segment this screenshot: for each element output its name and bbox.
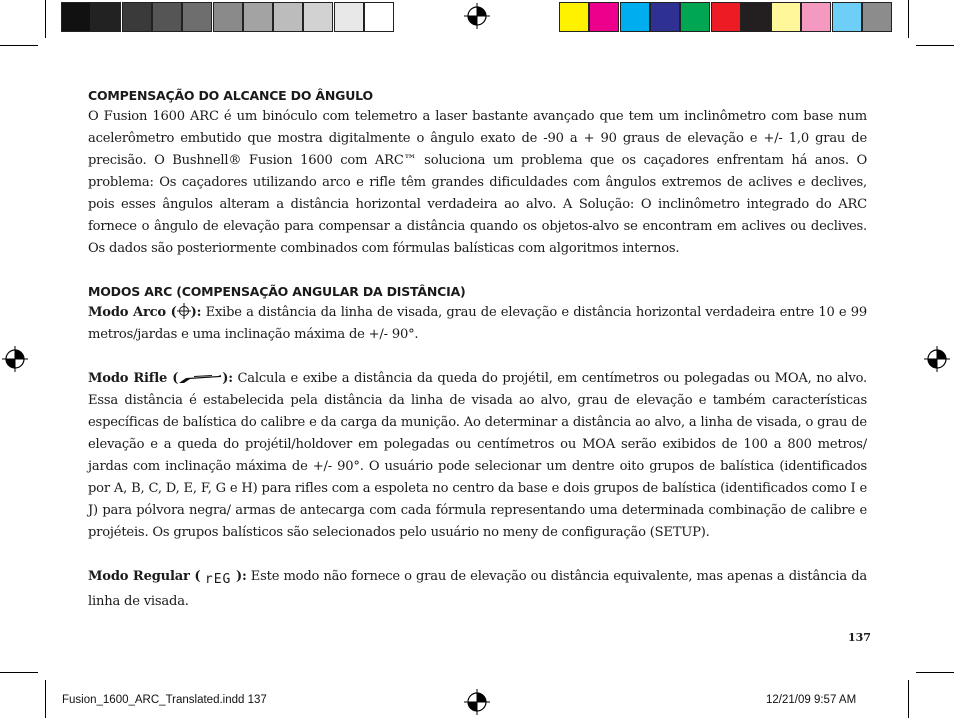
crop-mark — [0, 672, 38, 673]
color-swatch — [213, 2, 243, 32]
section-heading-arc-modes: MODOS ARC (COMPENSAÇÃO ANGULAR DA DISTÂNCIA) — [88, 284, 466, 299]
color-swatch — [771, 2, 801, 32]
paragraph-arco-mode: Modo Arco ( ): Exibe a distância da linha de visada, grau de elevação e distância horizontal verdadeira entre 10 e 99 metros/jardas e uma inclinação máxima de +/- 90°. — [88, 305, 868, 342]
color-swatch — [364, 2, 394, 32]
crop-mark — [0, 45, 38, 46]
color-swatch — [182, 2, 212, 32]
color-swatch — [303, 2, 333, 32]
color-swatch — [559, 2, 589, 32]
crop-mark — [908, 0, 909, 38]
color-swatch — [152, 2, 182, 32]
arco-mode-label: Modo Arco — [88, 305, 166, 320]
reg-display-glyph-icon: rEG — [204, 572, 232, 587]
regular-mode-label: Modo Regular — [88, 569, 190, 584]
slug-file-name: Fusion_1600_ARC_Translated.indd 137 — [62, 694, 267, 706]
paragraph-rifle-mode: Modo Rifle ( ): Calcula e exibe a distância da queda do projétil, em centímetros ou polegadas ou MOA, no alvo. Essa distância é estabelecida pela distância da linha de visada ao alvo, grau de elevação e também características específicas de balística do calibre e da carga da munição. Ao determinar a distância ao alvo, a linha de visada, o grau de elevação e a queda do projétil/holdover em polegadas ou centímetros ou MOA serão exibidos de 100 a 800 metros/ jardas com inclinação máxima de +/- 90°. O usuário pode selecionar um dentre oito grupos de balística (identificados por A, B, C, D, E, F, G e H) para rifles com a espoleta no centro da base e dois grupos de balística (identificados como I e J) para pólvora negra/ armas de antecarga com cada fórmula representando uma determinada combinação de calibre e projéteis. Os grupos balísticos são selecionados pelo usuário no meny de configuração (SETUP). — [88, 371, 868, 540]
color-swatch — [741, 2, 771, 32]
registration-mark-icon — [2, 346, 28, 372]
page-number: 137 — [848, 631, 871, 644]
color-swatch — [862, 2, 892, 32]
color-swatch — [620, 2, 650, 32]
rifle-mode-label: Modo Rifle — [88, 371, 168, 386]
color-swatch — [589, 2, 619, 32]
color-swatch — [273, 2, 303, 32]
color-swatch — [61, 2, 91, 32]
color-swatch — [334, 2, 364, 32]
color-swatch — [832, 2, 862, 32]
color-swatch — [801, 2, 831, 32]
document-body — [88, 86, 867, 613]
slug-date-time: 12/21/09 9:57 AM — [766, 694, 857, 706]
registration-mark-icon — [924, 346, 950, 372]
crop-mark — [916, 672, 954, 673]
registration-mark-icon — [464, 689, 490, 715]
section-heading-angle-range: COMPENSAÇÃO DO ALCANCE DO ÂNGULO — [88, 88, 373, 103]
crop-mark — [45, 0, 46, 38]
color-swatch — [680, 2, 710, 32]
color-swatch — [650, 2, 680, 32]
paragraph-angle-range: O Fusion 1600 ARC é um binóculo com telemetro a laser bastante avançado que tem um inclinômetro com base num acelerômetro embutido que mostra digitalmente o ângulo exato de -90 a + 90 graus de elevação e +/- 1,0 grau de precisão. O Bushnell® Fusion 1600 com ARC™ soluciona um problema que os caçadores enfrentam há anos. O problema: Os caçadores utilizando arco e rifle têm grandes dificuldades com ângulos extremos de aclives e declives, pois esses ângulos alteram a distância horizontal verdadeira ao alvo. A Solução: O inclinômetro integrado do ARC fornece o ângulo de elevação para compensar a distância quando os objetos-alvo se encontram em aclives ou declives. Os dados são posteriormente combinados com fórmulas balísticas com algoritmos internos. — [88, 109, 867, 256]
bow-crosshair-icon — [177, 303, 191, 319]
crop-mark — [45, 680, 46, 718]
color-swatch — [122, 2, 152, 32]
crop-mark — [916, 45, 954, 46]
rifle-icon — [178, 373, 222, 385]
color-swatch — [243, 2, 273, 32]
paragraph-regular-mode: Modo Regular ( rEG ): Este modo não fornece o grau de elevação ou distância equivalente, mas apenas a distância da linha de visada. — [88, 569, 867, 609]
registration-mark-icon — [464, 3, 490, 29]
crop-mark — [908, 680, 909, 718]
color-swatch — [91, 2, 121, 32]
color-swatch — [711, 2, 741, 32]
